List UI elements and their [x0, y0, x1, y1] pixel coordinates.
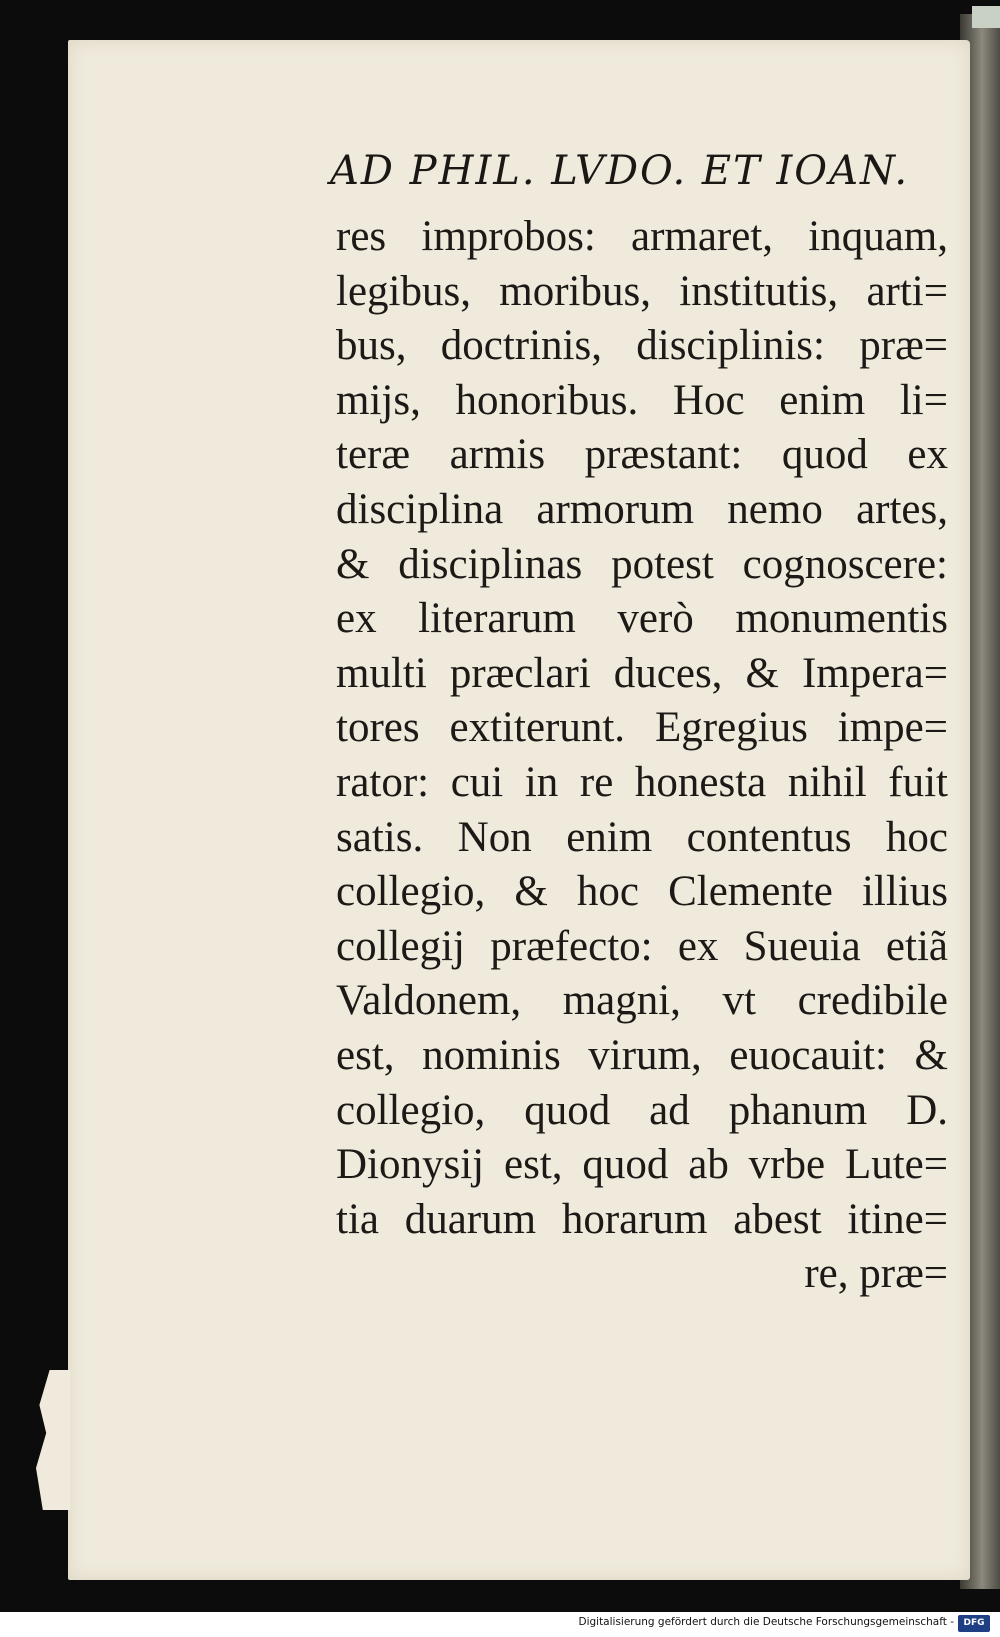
text-line: satis. Non enim contentus hoc [336, 813, 948, 861]
text-line: rator: cui in re honesta nihil fuit [336, 758, 948, 806]
text-line: tores extiterunt. Egregius impe= [336, 704, 948, 752]
text-line: Valdonem, magni, vt credibile [336, 977, 948, 1025]
text-line: bus, doctrinis, disciplinis: præ= [336, 322, 948, 370]
page-edge-tab [972, 6, 1000, 28]
text-block [336, 210, 948, 1302]
footer-credit: Digitalisierung gefördert durch die Deutsche Forschungsgemeinschaft - [578, 1616, 954, 1628]
text-line: Dionysij est, quod ab vrbe Lute= [336, 1141, 948, 1189]
running-head: AD PHIL. LVDO. ET IOAN. [330, 148, 910, 194]
text-line: collegio, & hoc Clemente illius [336, 868, 948, 916]
text-line: mijs, honoribus. Hoc enim li= [336, 376, 948, 424]
text-line: disciplina armorum nemo artes, [336, 485, 948, 533]
text-line: collegij præfecto: ex Sueuia etiã [336, 922, 948, 970]
digitization-footer [0, 1612, 1000, 1637]
dfg-logo: DFG [958, 1615, 990, 1632]
text-line: ex literarum verò monumentis [336, 595, 948, 643]
text-line: multi præclari duces, & Impera= [336, 649, 948, 697]
text-line: tia duarum horarum abest itine= [336, 1195, 948, 1243]
text-line: res improbos: armaret, inquam, [336, 213, 948, 260]
text-line: & disciplinas potest cognoscere: [336, 540, 948, 588]
text-line: teræ armis præstant: quod ex [336, 431, 948, 479]
text-line: est, nominis virum, euocauit: & [336, 1031, 948, 1079]
catchword-line: re, præ= [804, 1250, 948, 1298]
text-line: legibus, moribus, institutis, arti= [336, 267, 948, 315]
text-line: collegio, quod ad phanum D. [336, 1086, 948, 1134]
